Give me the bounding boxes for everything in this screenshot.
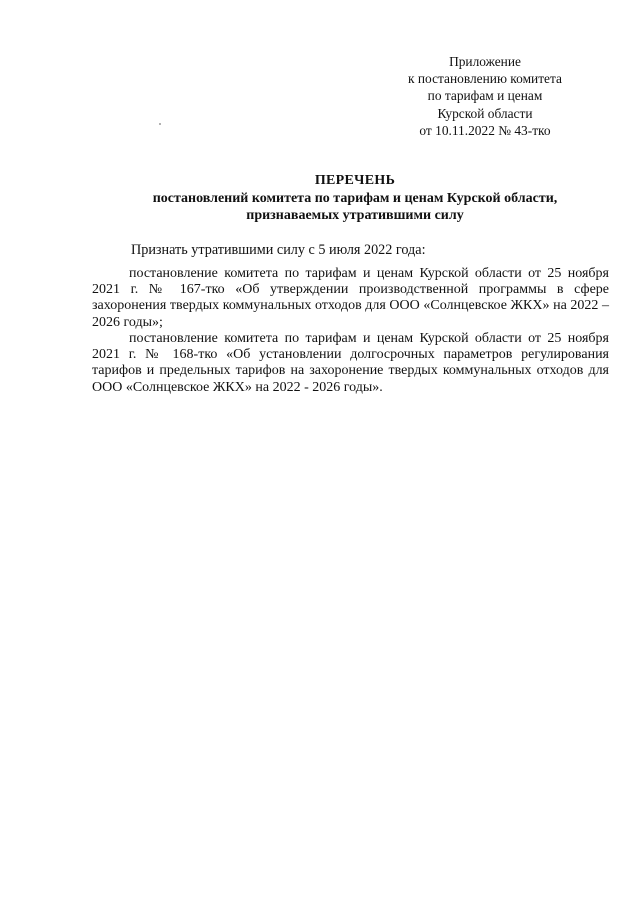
scan-speck (159, 123, 161, 125)
appendix-line-5: от 10.11.2022 № 43-тко (419, 122, 551, 138)
appendix-line-4: Курской области (437, 105, 533, 121)
document-title (100, 172, 610, 224)
resolution-paragraph: постановление комитета по тарифам и ценам Курской области от 25 ноября 2021 г. № 168-тко «Об установлении долгосрочных параметров регулирования тарифов и предельных тарифов на захоронение твердых коммунальных отходов для ООО «Солнцевское ЖКХ» на 2022 - 2026 годы». (92, 331, 609, 395)
appendix-line-3: по тарифам и ценам (427, 88, 543, 104)
appendix-line-2: к постановлению комитета (408, 71, 562, 87)
appendix-header (380, 53, 590, 139)
resolution-paragraph: постановление комитета по тарифам и ценам Курской области от 25 ноября 2021 г. № 167-тко «Об утверждении производственной программы в сфере захоронения твердых коммунальных отходов для ООО «Солнцевское ЖКХ» на 2022 – 2026 годы»; (92, 266, 609, 330)
intro-sentence: Признать утратившими силу с 5 июля 2022 года: (131, 242, 426, 258)
appendix-line-1: Приложение (449, 54, 521, 69)
title-subtitle: постановлений комитета по тарифам и ценам Курской области, признаваемых утратившими силу (152, 191, 558, 223)
title-main: ПЕРЕЧЕНЬ (314, 173, 396, 188)
